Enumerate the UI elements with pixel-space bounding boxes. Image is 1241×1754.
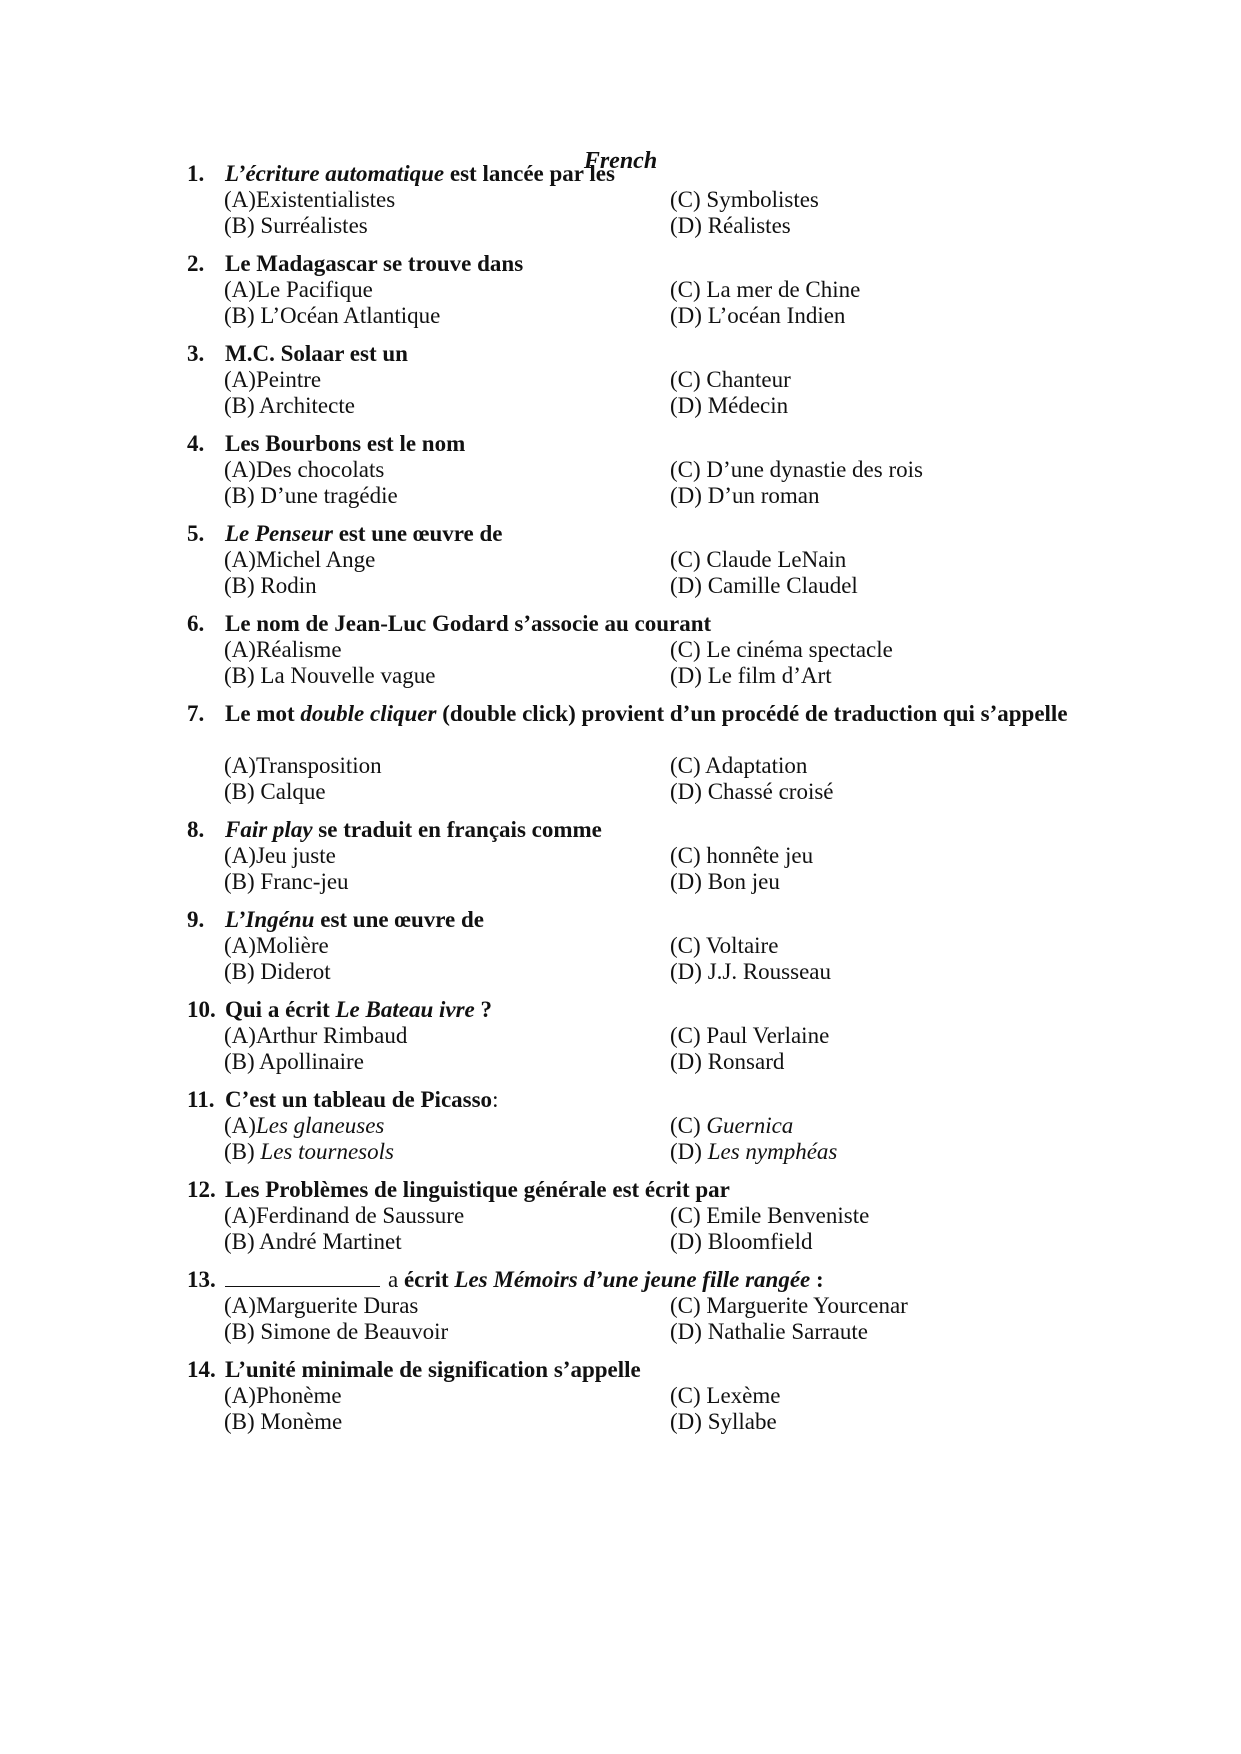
question-number: 1. [187, 161, 205, 186]
option-b: (B) Simone de Beauvoir [224, 1319, 449, 1344]
stem-text: est lancée par les [444, 161, 615, 186]
option-d: (D) Ronsard [670, 1049, 785, 1074]
option-b: (B) Les tournesols [224, 1139, 394, 1164]
stem-italic: Le Penseur [225, 521, 333, 546]
option-c: (C) Paul Verlaine [670, 1023, 830, 1048]
option-c: (C) Chanteur [670, 367, 791, 392]
option-c: (C) Emile Benveniste [670, 1203, 870, 1228]
stem-text: Le nom de Jean-Luc Godard s’associe au courant [225, 611, 712, 636]
stem-italic: double cliquer [300, 701, 437, 726]
answer-blank [225, 1266, 380, 1287]
question-number: 8. [187, 817, 205, 842]
option-b: (B) Rodin [224, 573, 317, 598]
option-c: (C) Le cinéma spectacle [670, 637, 893, 662]
question-6 [187, 610, 1087, 638]
option-b: (B) Diderot [224, 959, 331, 984]
option-a: (A)Le Pacifique [224, 277, 373, 302]
stem-text: a [388, 1267, 399, 1292]
option-d: (D) Les nymphéas [670, 1139, 838, 1164]
stem-text: Qui a écrit [225, 997, 336, 1022]
option-b: (B) Franc-jeu [224, 869, 349, 894]
stem-text: ? [474, 997, 492, 1022]
option-d: (D) Médecin [670, 393, 789, 418]
option-d: (D) Chassé croisé [670, 779, 834, 804]
option-b: (B) L’Océan Atlantique [224, 303, 441, 328]
option-a: (A)Marguerite Duras [224, 1293, 419, 1318]
question-1 [187, 160, 1087, 188]
option-c: (C) Guernica [670, 1113, 794, 1138]
option-a: (A)Les glaneuses [224, 1113, 385, 1138]
option-d: (D) Réalistes [670, 213, 791, 238]
question-number: 9. [187, 907, 205, 932]
option-c: (C) Marguerite Yourcenar [670, 1293, 908, 1318]
question-8 [187, 816, 1087, 844]
option-c: (C) La mer de Chine [670, 277, 861, 302]
option-d: (D) Syllabe [670, 1409, 777, 1434]
question-number: 10. [187, 997, 216, 1022]
option-c: (C) Adaptation [670, 753, 808, 778]
option-a: (A)Arthur Rimbaud [224, 1023, 408, 1048]
question-4 [187, 430, 1087, 458]
option-b: (B) André Martinet [224, 1229, 402, 1254]
question-3 [187, 340, 1087, 368]
stem-text: écrit [398, 1267, 455, 1292]
option-d: (D) L’océan Indien [670, 303, 846, 328]
option-b: (B) Surréalistes [224, 213, 368, 238]
stem-italic: L’écriture automatique [225, 161, 445, 186]
stem-text: se traduit en français comme [312, 817, 602, 842]
option-b: (B) Apollinaire [224, 1049, 364, 1074]
option-b: (B) Monème [224, 1409, 343, 1434]
question-10 [187, 996, 1087, 1024]
option-a: (A)Molière [224, 933, 329, 958]
question-number: 14. [187, 1357, 216, 1382]
option-c: (C) Symbolistes [670, 187, 819, 212]
question-12 [187, 1176, 1087, 1204]
question-9 [187, 906, 1087, 934]
question-number: 13. [187, 1267, 216, 1292]
stem-italic: Fair play [225, 817, 313, 842]
option-d: (D) Bon jeu [670, 869, 780, 894]
option-d: (D) D’un roman [670, 483, 820, 508]
stem-text: est une œuvre de [314, 907, 484, 932]
question-number: 3. [187, 341, 205, 366]
option-c: (C) Lexème [670, 1383, 781, 1408]
stem-text: M.C. Solaar est un [225, 341, 408, 366]
stem-italic: L’Ingénu [225, 907, 315, 932]
option-a: (A)Michel Ange [224, 547, 376, 572]
option-a: (A)Transposition [224, 753, 382, 778]
option-b: (B) La Nouvelle vague [224, 663, 436, 688]
question-number: 2. [187, 251, 205, 276]
stem-text: : [810, 1267, 824, 1292]
option-b: (B) Architecte [224, 393, 355, 418]
stem-text: Le mot [225, 701, 301, 726]
option-a: (A)Jeu juste [224, 843, 336, 868]
option-d: (D) Nathalie Sarraute [670, 1319, 868, 1344]
stem-text: L’unité minimale de signification s’appelle [225, 1357, 641, 1382]
option-a: (A)Phonème [224, 1383, 342, 1408]
stem-text: Les Bourbons est le nom [225, 431, 466, 456]
stem-text: Les Problèmes de linguistique générale est écrit par [225, 1177, 730, 1202]
option-d: (D) Bloomfield [670, 1229, 813, 1254]
option-a: (A)Peintre [224, 367, 322, 392]
question-number: 4. [187, 431, 205, 456]
option-c: (C) honnête jeu [670, 843, 814, 868]
option-d: (D) Le film d’Art [670, 663, 832, 688]
question-number: 5. [187, 521, 205, 546]
stem-text: Le Madagascar se trouve dans [225, 251, 524, 276]
stem-text: (double click) provient d’un procédé de traduction qui s’appelle [436, 701, 1068, 726]
option-a: (A)Ferdinand de Saussure [224, 1203, 465, 1228]
question-11 [187, 1086, 1087, 1114]
question-number: 6. [187, 611, 205, 636]
option-b: (B) D’une tragédie [224, 483, 398, 508]
option-c: (C) D’une dynastie des rois [670, 457, 923, 482]
question-14 [187, 1356, 1087, 1384]
option-d: (D) J.J. Rousseau [670, 959, 831, 984]
question-number: 12. [187, 1177, 216, 1202]
stem-text: est une œuvre de [332, 521, 503, 546]
stem-text: C’est un tableau de Picasso [225, 1087, 493, 1112]
question-2 [187, 250, 1087, 278]
page-title: French [583, 148, 658, 174]
question-number: 7. [187, 701, 205, 726]
question-5 [187, 520, 1087, 548]
option-b: (B) Calque [224, 779, 326, 804]
stem-italic: Le Bateau ivre [335, 997, 475, 1022]
question-number: 11. [187, 1087, 215, 1112]
option-c: (C) Claude LeNain [670, 547, 847, 572]
question-13 [187, 1266, 1087, 1294]
question-stem [187, 160, 1087, 188]
option-a: (A)Existentialistes [224, 187, 396, 212]
stem-colon: : [492, 1087, 499, 1112]
option-d: (D) Camille Claudel [670, 573, 858, 598]
question-7 [187, 700, 1087, 728]
option-a: (A)Réalisme [224, 637, 342, 662]
stem-italic: Les Mémoirs d’une jeune fille rangée [454, 1267, 811, 1292]
option-c: (C) Voltaire [670, 933, 779, 958]
option-a: (A)Des chocolats [224, 457, 385, 482]
